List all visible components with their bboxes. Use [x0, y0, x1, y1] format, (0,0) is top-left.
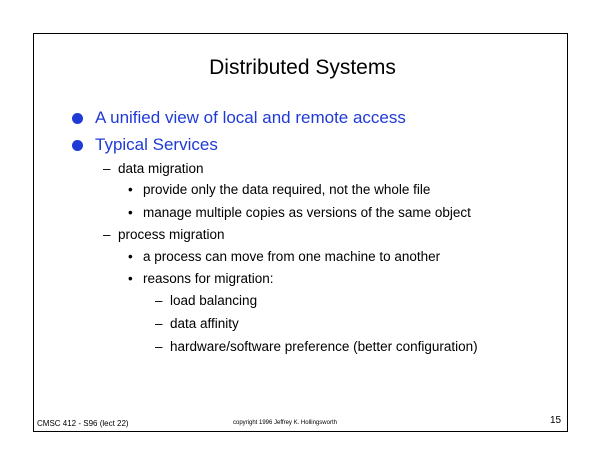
bullet-dot-icon	[72, 113, 83, 124]
dash-icon: –	[103, 161, 111, 176]
detail-item: • provide only the data required, not the whole file	[128, 182, 431, 197]
bullet-unified-view: A unified view of local and remote access	[95, 108, 406, 127]
dash-icon: –	[103, 227, 111, 242]
dash-icon: –	[155, 339, 163, 354]
footer-course: CMSC 412 - S96 (lect 22)	[37, 419, 129, 428]
footer-copyright: copyright 1996 Jeffrey K. Hollingsworth	[233, 420, 337, 426]
reason-item: – hardware/software preference (better configuration)	[155, 339, 478, 354]
detail-item: • a process can move from one machine to another	[128, 249, 441, 264]
bullet-dot-icon	[72, 140, 83, 151]
bullet-icon: •	[128, 205, 133, 220]
bullet-icon: •	[128, 182, 133, 197]
sub-item-process-migration: – process migration	[103, 227, 225, 242]
detail-item: • reasons for migration:	[128, 271, 274, 286]
bullet-icon: •	[128, 271, 133, 286]
page-number: 15	[550, 415, 562, 426]
reason-item: – data affinity	[155, 316, 239, 331]
bullet-icon: •	[128, 249, 133, 264]
bullet-typical-services: Typical Services	[95, 135, 218, 154]
detail-item: • manage multiple copies as versions of the same object	[128, 205, 471, 220]
sub-item-data-migration: – data migration	[103, 161, 204, 176]
dash-icon: –	[155, 293, 163, 308]
dash-icon: –	[155, 316, 163, 331]
reason-item: – load balancing	[155, 293, 258, 308]
slide-title: Distributed Systems	[209, 56, 396, 79]
